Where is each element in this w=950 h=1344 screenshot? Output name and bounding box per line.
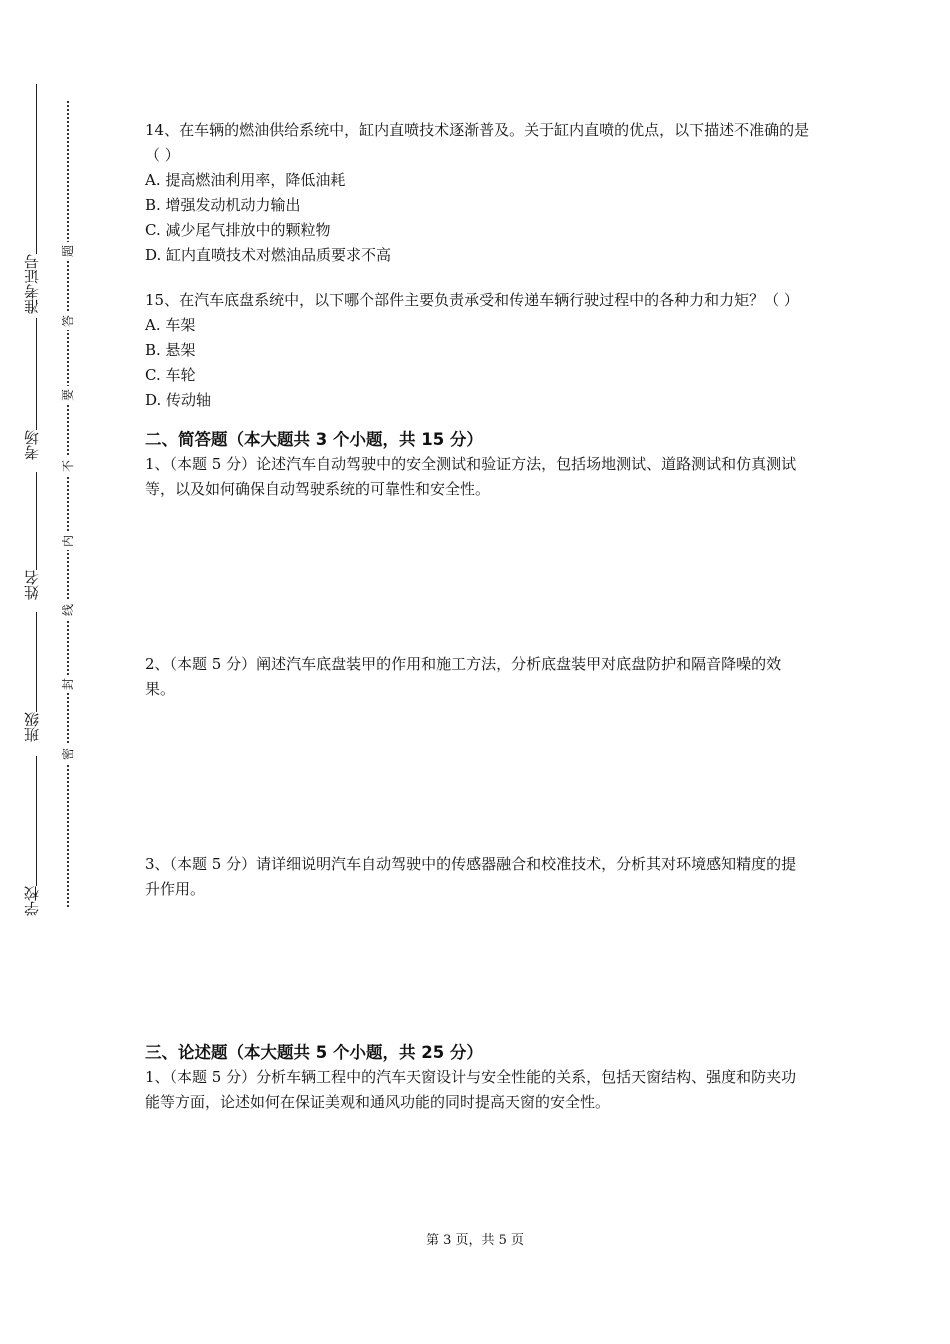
margin-rule <box>36 612 37 712</box>
seal-char: 不 <box>59 457 77 475</box>
label-class: 班级 <box>23 712 41 742</box>
label-name: 姓名 <box>23 570 41 600</box>
page-footer: 第 3 页，共 5 页 <box>425 1233 525 1248</box>
seal-char: 题 <box>59 242 77 260</box>
option-b: B. 悬架 <box>145 341 196 359</box>
short-answer-question-2: 2、（本题 5 分）阐述汽车底盘装甲的作用和施工方法，分析底盘装甲对底盘防护和隔音降噪的效果。 <box>145 655 782 698</box>
option-d: D. 缸内直喷技术对燃油品质要求不高 <box>145 246 392 264</box>
seal-char: 要 <box>59 386 77 404</box>
option-c: C. 减少尾气排放中的颗粒物 <box>145 221 331 239</box>
question-stem: 14、在车辆的燃油供给系统中，缸内直喷技术逐渐普及。关于缸内直喷的优点，以下描述不准确的是（ ） <box>145 121 810 164</box>
seal-char: 封 <box>59 675 77 693</box>
question-stem: 15、在汽车底盘系统中，以下哪个部件主要负责承受和传递车辆行驶过程中的各种力和力矩？（ ） <box>145 291 799 309</box>
option-b: B. 增强发动机动力输出 <box>145 196 301 214</box>
exam-content <box>145 118 810 1115</box>
answer-space <box>145 502 810 652</box>
margin-rule <box>36 472 37 570</box>
seal-char: 答 <box>59 312 77 330</box>
short-answer-question-3: 3、（本题 5 分）请详细说明汽车自动驾驶中的传感器融合和校准技术，分析其对环境感知精度的提升作用。 <box>145 855 797 898</box>
margin-rule <box>36 84 37 254</box>
margin-rule <box>36 318 37 430</box>
answer-space <box>145 902 810 1040</box>
label-school: 学校 <box>23 886 41 916</box>
seal-char: 密 <box>59 745 77 763</box>
seal-char: 内 <box>59 532 77 550</box>
essay-question-1: 1、（本题 5 分）分析车辆工程中的汽车天窗设计与安全性能的关系，包括天窗结构、强度和防夹功能等方面，论述如何在保证美观和通风功能的同时提高天窗的安全性。 <box>145 1068 797 1111</box>
question-15 <box>145 288 810 413</box>
question-14 <box>145 118 810 268</box>
section-title-short-answer: 二、简答题（本大题共 3 个小题，共 15 分） <box>145 430 483 449</box>
option-a: A. 车架 <box>145 316 196 334</box>
section-title-essay: 三、论述题（本大题共 5 个小题，共 25 分） <box>145 1043 483 1062</box>
short-answer-question-1: 1、（本题 5 分）论述汽车自动驾驶中的安全测试和验证方法，包括场地测试、道路测试和仿真测试等，以及如何确保自动驾驶系统的可靠性和安全性。 <box>145 455 797 498</box>
seal-dotted-line <box>67 101 69 907</box>
label-exam-room: 考场 <box>23 430 41 460</box>
option-a: A. 提高燃油利用率，降低油耗 <box>145 171 346 189</box>
margin-rule <box>36 756 37 886</box>
option-c: C. 车轮 <box>145 366 196 384</box>
answer-space <box>145 702 810 852</box>
seal-char: 线 <box>59 601 77 619</box>
label-exam-number: 准考证号 <box>23 254 41 314</box>
option-d: D. 传动轴 <box>145 391 212 409</box>
